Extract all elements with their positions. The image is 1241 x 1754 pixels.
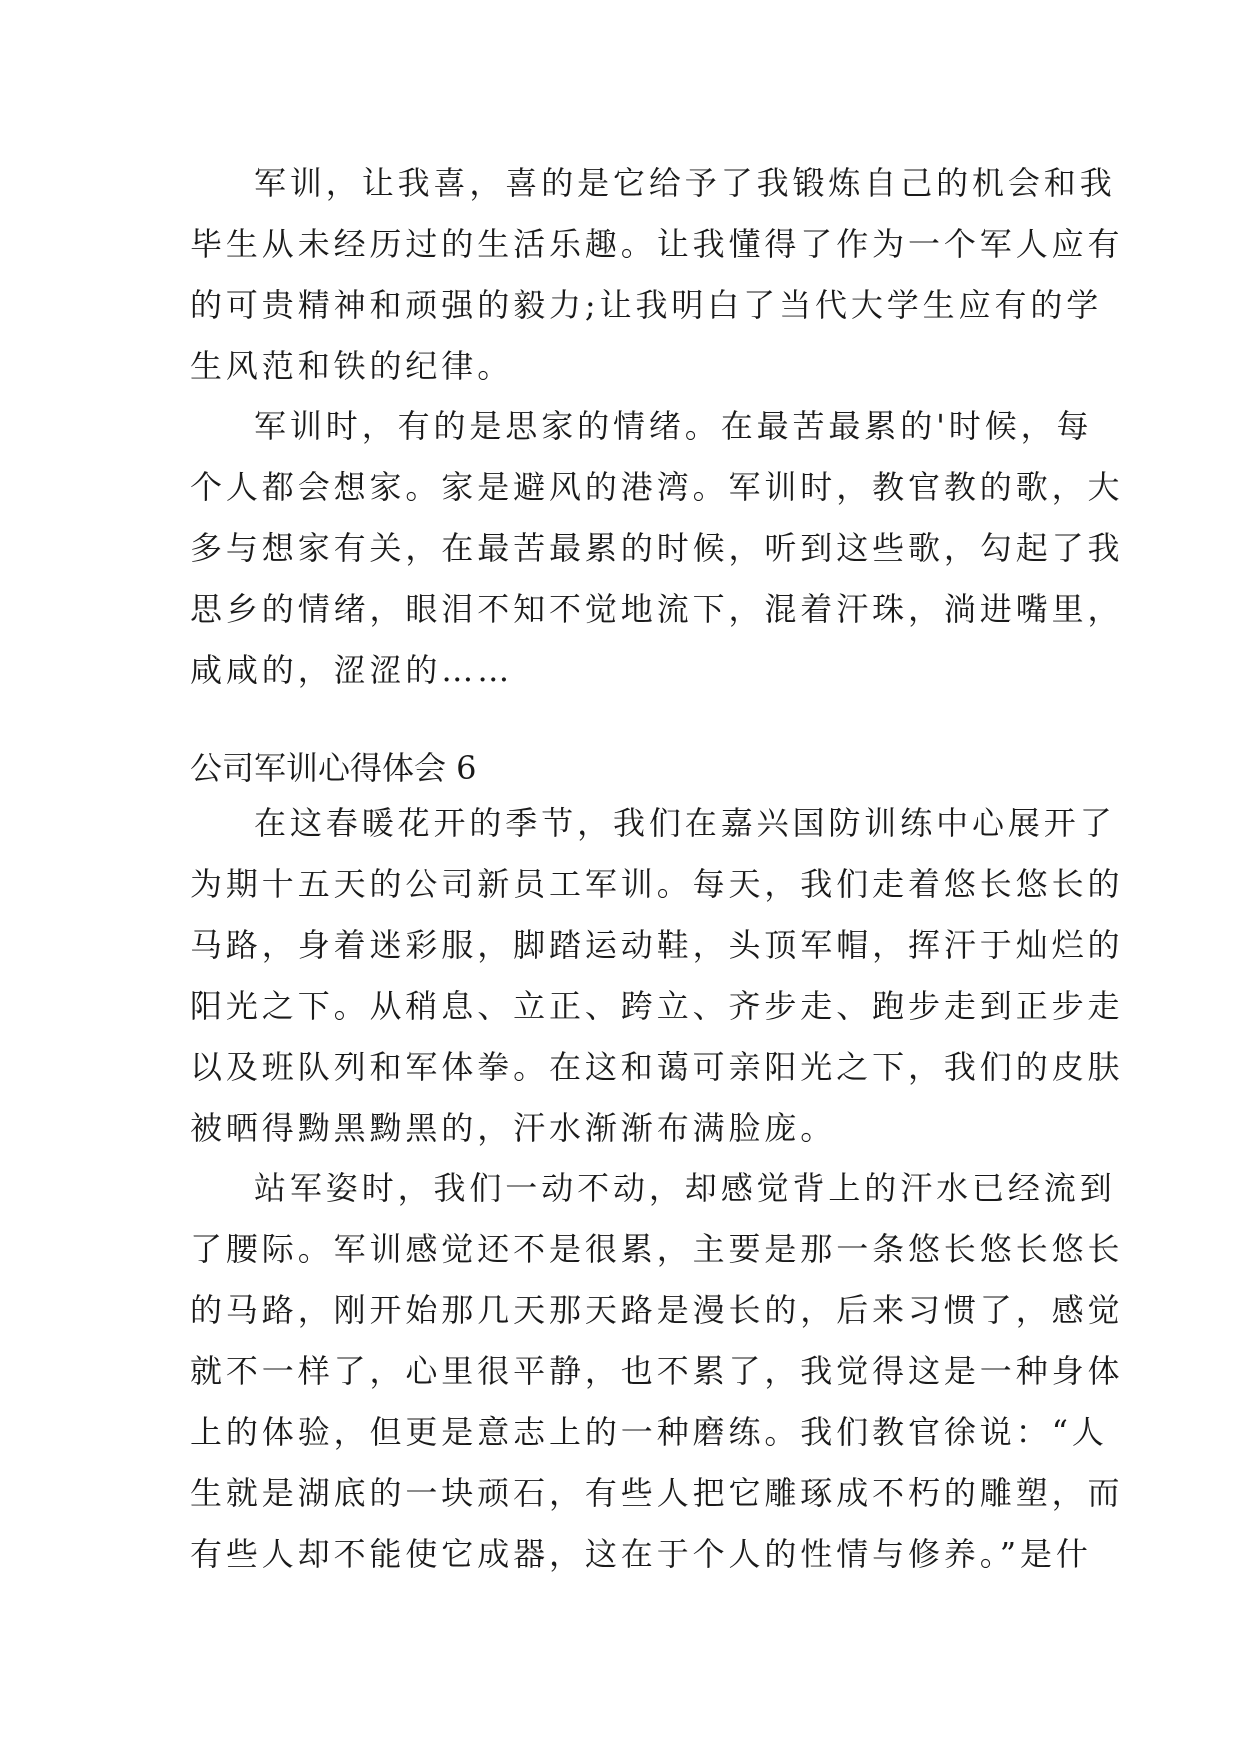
paragraph-4	[190, 1158, 1124, 1585]
text-line: 生就是湖底的一块顽石，有些人把它雕琢成不朽的雕塑，而	[190, 1474, 1124, 1512]
text-line: 的可贵精神和顽强的毅力;让我明白了当代大学生应有的学	[190, 286, 1103, 324]
text-line: 生风范和铁的纪律。	[190, 347, 514, 385]
text-line: 的马路，刚开始那几天那天路是漫长的，后来习惯了，感觉	[190, 1291, 1124, 1329]
text-line: 以及班队列和军体拳。在这和蔼可亲阳光之下，我们的皮肤	[190, 1048, 1124, 1086]
paragraph-1	[190, 153, 1124, 397]
text-line: 上的体验，但更是意志上的一种磨练。我们教官徐说：“人	[190, 1413, 1108, 1451]
text-line: 军训，让我喜，喜的是它给予了我锻炼自己的机会和我	[254, 164, 1116, 202]
text-line: 有些人却不能使它成器，这在于个人的性情与修养。”是什	[190, 1535, 1092, 1573]
text-line: 毕生从未经历过的生活乐趣。让我懂得了作为一个军人应有	[190, 225, 1124, 263]
section-heading: 公司军训心得体会 6	[190, 749, 477, 787]
text-line: 咸咸的，涩涩的……	[190, 651, 514, 689]
text-line: 军训时，有的是思家的情绪。在最苦最累的'时候，每	[254, 407, 1093, 445]
text-line: 了腰际。军训感觉还不是很累，主要是那一条悠长悠长悠长	[190, 1230, 1124, 1268]
paragraph-3	[190, 793, 1124, 1159]
text-line: 站军姿时，我们一动不动，却感觉背上的汗水已经流到	[254, 1169, 1116, 1207]
text-line: 为期十五天的公司新员工军训。每天，我们走着悠长悠长的	[190, 865, 1124, 903]
text-line: 在这春暖花开的季节，我们在嘉兴国防训练中心展开了	[254, 804, 1116, 842]
text-line: 被晒得黝黑黝黑的，汗水渐渐布满脸庞。	[190, 1109, 837, 1147]
text-line: 思乡的情绪，眼泪不知不觉地流下，混着汗珠，淌进嘴里，	[190, 590, 1124, 628]
text-line: 马路，身着迷彩服，脚踏运动鞋，头顶军帽，挥汗于灿烂的	[190, 926, 1124, 964]
text-line: 就不一样了，心里很平静，也不累了，我觉得这是一种身体	[190, 1352, 1124, 1390]
text-line: 个人都会想家。家是避风的港湾。军训时，教官教的歌，大	[190, 468, 1124, 506]
text-line: 阳光之下。从稍息、立正、跨立、齐步走、跑步走到正步走	[190, 987, 1124, 1025]
text-line: 多与想家有关，在最苦最累的时候，听到这些歌，勾起了我	[190, 529, 1124, 567]
paragraph-2	[190, 396, 1124, 701]
